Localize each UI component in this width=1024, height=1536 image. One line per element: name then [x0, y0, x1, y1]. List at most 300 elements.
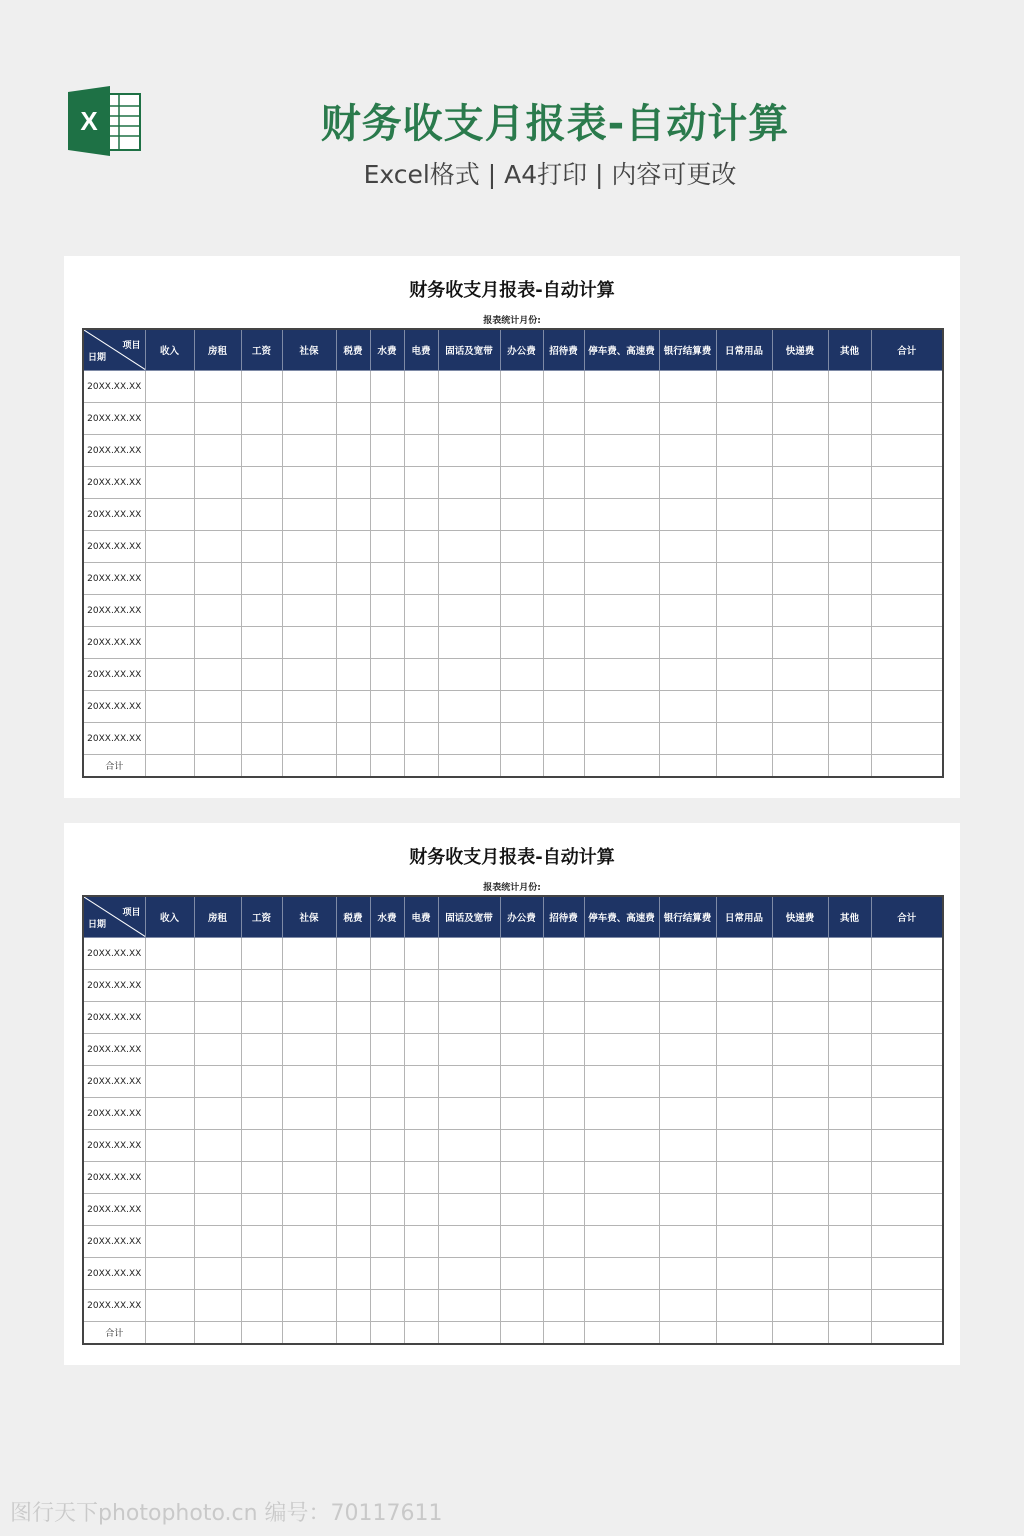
value-cell[interactable]	[716, 1290, 772, 1322]
total-value-cell[interactable]	[871, 1322, 943, 1345]
value-cell[interactable]	[871, 1130, 943, 1162]
value-cell[interactable]	[543, 1226, 584, 1258]
value-cell[interactable]	[584, 970, 659, 1002]
value-cell[interactable]	[659, 1098, 716, 1130]
value-cell[interactable]	[871, 467, 943, 499]
value-cell[interactable]	[241, 723, 282, 755]
value-cell[interactable]	[336, 938, 370, 970]
value-cell[interactable]	[543, 1130, 584, 1162]
value-cell[interactable]	[438, 1162, 500, 1194]
date-cell[interactable]: 20XX.XX.XX	[83, 627, 145, 659]
total-value-cell[interactable]	[716, 1322, 772, 1345]
value-cell[interactable]	[584, 691, 659, 723]
value-cell[interactable]	[500, 1130, 543, 1162]
value-cell[interactable]	[194, 499, 241, 531]
value-cell[interactable]	[659, 1034, 716, 1066]
value-cell[interactable]	[241, 659, 282, 691]
value-cell[interactable]	[438, 1290, 500, 1322]
value-cell[interactable]	[241, 627, 282, 659]
total-value-cell[interactable]	[828, 755, 871, 778]
value-cell[interactable]	[145, 531, 194, 563]
total-value-cell[interactable]	[584, 755, 659, 778]
value-cell[interactable]	[584, 1194, 659, 1226]
date-cell[interactable]: 20XX.XX.XX	[83, 659, 145, 691]
value-cell[interactable]	[772, 1002, 828, 1034]
value-cell[interactable]	[438, 627, 500, 659]
total-value-cell[interactable]	[500, 1322, 543, 1345]
value-cell[interactable]	[438, 563, 500, 595]
value-cell[interactable]	[370, 1130, 404, 1162]
value-cell[interactable]	[871, 1002, 943, 1034]
value-cell[interactable]	[716, 1130, 772, 1162]
value-cell[interactable]	[500, 467, 543, 499]
value-cell[interactable]	[716, 1162, 772, 1194]
value-cell[interactable]	[543, 1066, 584, 1098]
value-cell[interactable]	[772, 563, 828, 595]
value-cell[interactable]	[543, 403, 584, 435]
value-cell[interactable]	[336, 1130, 370, 1162]
value-cell[interactable]	[282, 659, 336, 691]
value-cell[interactable]	[336, 371, 370, 403]
value-cell[interactable]	[404, 499, 438, 531]
value-cell[interactable]	[336, 1034, 370, 1066]
value-cell[interactable]	[370, 659, 404, 691]
value-cell[interactable]	[282, 1258, 336, 1290]
value-cell[interactable]	[145, 1098, 194, 1130]
value-cell[interactable]	[370, 1226, 404, 1258]
value-cell[interactable]	[772, 938, 828, 970]
value-cell[interactable]	[659, 403, 716, 435]
value-cell[interactable]	[370, 371, 404, 403]
value-cell[interactable]	[194, 1290, 241, 1322]
value-cell[interactable]	[145, 1226, 194, 1258]
value-cell[interactable]	[716, 595, 772, 627]
value-cell[interactable]	[500, 691, 543, 723]
value-cell[interactable]	[659, 970, 716, 1002]
value-cell[interactable]	[871, 435, 943, 467]
date-cell[interactable]: 20XX.XX.XX	[83, 1162, 145, 1194]
value-cell[interactable]	[370, 1162, 404, 1194]
total-value-cell[interactable]	[438, 755, 500, 778]
value-cell[interactable]	[716, 435, 772, 467]
value-cell[interactable]	[500, 531, 543, 563]
value-cell[interactable]	[772, 1098, 828, 1130]
value-cell[interactable]	[145, 1258, 194, 1290]
value-cell[interactable]	[584, 627, 659, 659]
value-cell[interactable]	[584, 1034, 659, 1066]
value-cell[interactable]	[871, 1258, 943, 1290]
value-cell[interactable]	[828, 467, 871, 499]
value-cell[interactable]	[282, 467, 336, 499]
value-cell[interactable]	[194, 723, 241, 755]
value-cell[interactable]	[282, 627, 336, 659]
value-cell[interactable]	[404, 1098, 438, 1130]
value-cell[interactable]	[500, 659, 543, 691]
value-cell[interactable]	[871, 1066, 943, 1098]
value-cell[interactable]	[370, 563, 404, 595]
value-cell[interactable]	[828, 1162, 871, 1194]
value-cell[interactable]	[659, 723, 716, 755]
value-cell[interactable]	[241, 1162, 282, 1194]
value-cell[interactable]	[404, 1066, 438, 1098]
value-cell[interactable]	[871, 371, 943, 403]
value-cell[interactable]	[543, 659, 584, 691]
value-cell[interactable]	[404, 371, 438, 403]
value-cell[interactable]	[772, 1226, 828, 1258]
value-cell[interactable]	[145, 1290, 194, 1322]
value-cell[interactable]	[370, 595, 404, 627]
value-cell[interactable]	[772, 531, 828, 563]
value-cell[interactable]	[404, 563, 438, 595]
value-cell[interactable]	[241, 467, 282, 499]
total-value-cell[interactable]	[543, 755, 584, 778]
value-cell[interactable]	[241, 1098, 282, 1130]
value-cell[interactable]	[659, 499, 716, 531]
value-cell[interactable]	[438, 1098, 500, 1130]
date-cell[interactable]: 20XX.XX.XX	[83, 723, 145, 755]
value-cell[interactable]	[404, 403, 438, 435]
value-cell[interactable]	[543, 371, 584, 403]
value-cell[interactable]	[871, 1290, 943, 1322]
value-cell[interactable]	[871, 627, 943, 659]
value-cell[interactable]	[543, 435, 584, 467]
value-cell[interactable]	[194, 691, 241, 723]
date-cell[interactable]: 20XX.XX.XX	[83, 531, 145, 563]
value-cell[interactable]	[370, 1098, 404, 1130]
value-cell[interactable]	[659, 1226, 716, 1258]
value-cell[interactable]	[370, 435, 404, 467]
value-cell[interactable]	[772, 467, 828, 499]
value-cell[interactable]	[584, 723, 659, 755]
value-cell[interactable]	[659, 531, 716, 563]
value-cell[interactable]	[584, 467, 659, 499]
value-cell[interactable]	[438, 435, 500, 467]
value-cell[interactable]	[543, 1098, 584, 1130]
value-cell[interactable]	[828, 371, 871, 403]
value-cell[interactable]	[828, 723, 871, 755]
value-cell[interactable]	[659, 1002, 716, 1034]
value-cell[interactable]	[828, 970, 871, 1002]
value-cell[interactable]	[194, 938, 241, 970]
value-cell[interactable]	[659, 435, 716, 467]
value-cell[interactable]	[716, 1066, 772, 1098]
value-cell[interactable]	[871, 1162, 943, 1194]
value-cell[interactable]	[543, 1162, 584, 1194]
value-cell[interactable]	[543, 1290, 584, 1322]
value-cell[interactable]	[404, 595, 438, 627]
value-cell[interactable]	[543, 723, 584, 755]
value-cell[interactable]	[438, 531, 500, 563]
value-cell[interactable]	[659, 1258, 716, 1290]
value-cell[interactable]	[370, 1034, 404, 1066]
value-cell[interactable]	[404, 1226, 438, 1258]
value-cell[interactable]	[336, 723, 370, 755]
date-cell[interactable]: 20XX.XX.XX	[83, 1258, 145, 1290]
value-cell[interactable]	[543, 1194, 584, 1226]
value-cell[interactable]	[772, 1130, 828, 1162]
value-cell[interactable]	[871, 563, 943, 595]
total-value-cell[interactable]	[772, 755, 828, 778]
value-cell[interactable]	[282, 723, 336, 755]
value-cell[interactable]	[772, 627, 828, 659]
value-cell[interactable]	[336, 691, 370, 723]
value-cell[interactable]	[584, 938, 659, 970]
value-cell[interactable]	[716, 1098, 772, 1130]
total-value-cell[interactable]	[543, 1322, 584, 1345]
value-cell[interactable]	[404, 1130, 438, 1162]
value-cell[interactable]	[336, 531, 370, 563]
value-cell[interactable]	[404, 435, 438, 467]
value-cell[interactable]	[282, 403, 336, 435]
value-cell[interactable]	[716, 467, 772, 499]
value-cell[interactable]	[145, 970, 194, 1002]
value-cell[interactable]	[584, 499, 659, 531]
value-cell[interactable]	[336, 595, 370, 627]
value-cell[interactable]	[282, 531, 336, 563]
value-cell[interactable]	[145, 723, 194, 755]
value-cell[interactable]	[404, 970, 438, 1002]
value-cell[interactable]	[543, 627, 584, 659]
value-cell[interactable]	[659, 371, 716, 403]
value-cell[interactable]	[241, 1258, 282, 1290]
value-cell[interactable]	[194, 403, 241, 435]
total-value-cell[interactable]	[370, 755, 404, 778]
total-value-cell[interactable]	[584, 1322, 659, 1345]
total-value-cell[interactable]	[282, 755, 336, 778]
value-cell[interactable]	[241, 938, 282, 970]
value-cell[interactable]	[828, 938, 871, 970]
value-cell[interactable]	[282, 371, 336, 403]
value-cell[interactable]	[404, 1194, 438, 1226]
value-cell[interactable]	[241, 531, 282, 563]
date-cell[interactable]: 20XX.XX.XX	[83, 467, 145, 499]
value-cell[interactable]	[194, 627, 241, 659]
value-cell[interactable]	[500, 1066, 543, 1098]
value-cell[interactable]	[194, 1162, 241, 1194]
value-cell[interactable]	[659, 659, 716, 691]
value-cell[interactable]	[871, 1194, 943, 1226]
value-cell[interactable]	[241, 1194, 282, 1226]
value-cell[interactable]	[871, 531, 943, 563]
value-cell[interactable]	[500, 1162, 543, 1194]
value-cell[interactable]	[370, 1194, 404, 1226]
value-cell[interactable]	[145, 1130, 194, 1162]
value-cell[interactable]	[404, 1002, 438, 1034]
value-cell[interactable]	[543, 563, 584, 595]
value-cell[interactable]	[241, 1002, 282, 1034]
value-cell[interactable]	[145, 1194, 194, 1226]
total-value-cell[interactable]	[404, 1322, 438, 1345]
date-cell[interactable]: 20XX.XX.XX	[83, 938, 145, 970]
value-cell[interactable]	[772, 723, 828, 755]
value-cell[interactable]	[828, 403, 871, 435]
value-cell[interactable]	[336, 1226, 370, 1258]
value-cell[interactable]	[370, 1002, 404, 1034]
total-value-cell[interactable]	[828, 1322, 871, 1345]
value-cell[interactable]	[584, 1098, 659, 1130]
value-cell[interactable]	[871, 691, 943, 723]
value-cell[interactable]	[282, 1034, 336, 1066]
value-cell[interactable]	[500, 1002, 543, 1034]
value-cell[interactable]	[438, 970, 500, 1002]
value-cell[interactable]	[772, 499, 828, 531]
value-cell[interactable]	[194, 1066, 241, 1098]
value-cell[interactable]	[404, 627, 438, 659]
value-cell[interactable]	[336, 1066, 370, 1098]
value-cell[interactable]	[404, 1162, 438, 1194]
value-cell[interactable]	[584, 563, 659, 595]
value-cell[interactable]	[370, 691, 404, 723]
value-cell[interactable]	[500, 1098, 543, 1130]
value-cell[interactable]	[716, 970, 772, 1002]
total-value-cell[interactable]	[370, 1322, 404, 1345]
value-cell[interactable]	[194, 1130, 241, 1162]
value-cell[interactable]	[659, 467, 716, 499]
value-cell[interactable]	[145, 467, 194, 499]
value-cell[interactable]	[828, 1226, 871, 1258]
value-cell[interactable]	[500, 1194, 543, 1226]
value-cell[interactable]	[716, 938, 772, 970]
value-cell[interactable]	[438, 691, 500, 723]
value-cell[interactable]	[336, 1162, 370, 1194]
value-cell[interactable]	[871, 970, 943, 1002]
value-cell[interactable]	[828, 1002, 871, 1034]
value-cell[interactable]	[772, 403, 828, 435]
value-cell[interactable]	[716, 659, 772, 691]
date-cell[interactable]: 20XX.XX.XX	[83, 1290, 145, 1322]
value-cell[interactable]	[500, 371, 543, 403]
date-cell[interactable]: 20XX.XX.XX	[83, 1098, 145, 1130]
value-cell[interactable]	[241, 1066, 282, 1098]
total-value-cell[interactable]	[772, 1322, 828, 1345]
value-cell[interactable]	[336, 435, 370, 467]
value-cell[interactable]	[404, 531, 438, 563]
total-value-cell[interactable]	[194, 755, 241, 778]
date-cell[interactable]: 20XX.XX.XX	[83, 563, 145, 595]
value-cell[interactable]	[194, 1034, 241, 1066]
value-cell[interactable]	[145, 1034, 194, 1066]
value-cell[interactable]	[871, 1098, 943, 1130]
value-cell[interactable]	[241, 1034, 282, 1066]
date-cell[interactable]: 20XX.XX.XX	[83, 1034, 145, 1066]
value-cell[interactable]	[438, 659, 500, 691]
value-cell[interactable]	[145, 627, 194, 659]
value-cell[interactable]	[145, 1162, 194, 1194]
value-cell[interactable]	[716, 563, 772, 595]
value-cell[interactable]	[282, 1194, 336, 1226]
value-cell[interactable]	[336, 1290, 370, 1322]
value-cell[interactable]	[282, 563, 336, 595]
value-cell[interactable]	[282, 1290, 336, 1322]
value-cell[interactable]	[194, 659, 241, 691]
value-cell[interactable]	[282, 1098, 336, 1130]
value-cell[interactable]	[716, 1258, 772, 1290]
value-cell[interactable]	[772, 1066, 828, 1098]
value-cell[interactable]	[336, 467, 370, 499]
value-cell[interactable]	[282, 1002, 336, 1034]
value-cell[interactable]	[584, 403, 659, 435]
value-cell[interactable]	[282, 1066, 336, 1098]
value-cell[interactable]	[438, 723, 500, 755]
date-cell[interactable]: 20XX.XX.XX	[83, 691, 145, 723]
total-value-cell[interactable]	[241, 755, 282, 778]
value-cell[interactable]	[500, 723, 543, 755]
value-cell[interactable]	[241, 1130, 282, 1162]
value-cell[interactable]	[584, 1130, 659, 1162]
value-cell[interactable]	[828, 691, 871, 723]
value-cell[interactable]	[828, 499, 871, 531]
value-cell[interactable]	[584, 531, 659, 563]
total-value-cell[interactable]	[336, 1322, 370, 1345]
value-cell[interactable]	[772, 691, 828, 723]
value-cell[interactable]	[438, 499, 500, 531]
total-value-cell[interactable]	[659, 755, 716, 778]
date-cell[interactable]: 20XX.XX.XX	[83, 499, 145, 531]
value-cell[interactable]	[438, 1002, 500, 1034]
value-cell[interactable]	[500, 595, 543, 627]
value-cell[interactable]	[241, 691, 282, 723]
value-cell[interactable]	[336, 627, 370, 659]
value-cell[interactable]	[543, 595, 584, 627]
date-cell[interactable]: 20XX.XX.XX	[83, 371, 145, 403]
value-cell[interactable]	[716, 371, 772, 403]
value-cell[interactable]	[145, 403, 194, 435]
value-cell[interactable]	[543, 938, 584, 970]
value-cell[interactable]	[871, 1034, 943, 1066]
value-cell[interactable]	[438, 1194, 500, 1226]
value-cell[interactable]	[404, 938, 438, 970]
value-cell[interactable]	[282, 435, 336, 467]
total-value-cell[interactable]	[145, 755, 194, 778]
value-cell[interactable]	[584, 435, 659, 467]
value-cell[interactable]	[370, 938, 404, 970]
value-cell[interactable]	[500, 970, 543, 1002]
value-cell[interactable]	[282, 970, 336, 1002]
value-cell[interactable]	[404, 1034, 438, 1066]
value-cell[interactable]	[145, 691, 194, 723]
value-cell[interactable]	[659, 563, 716, 595]
total-value-cell[interactable]	[241, 1322, 282, 1345]
value-cell[interactable]	[871, 403, 943, 435]
value-cell[interactable]	[828, 1258, 871, 1290]
value-cell[interactable]	[659, 691, 716, 723]
value-cell[interactable]	[500, 1034, 543, 1066]
value-cell[interactable]	[438, 467, 500, 499]
value-cell[interactable]	[145, 659, 194, 691]
value-cell[interactable]	[828, 1066, 871, 1098]
value-cell[interactable]	[543, 970, 584, 1002]
value-cell[interactable]	[194, 563, 241, 595]
total-value-cell[interactable]	[145, 1322, 194, 1345]
value-cell[interactable]	[370, 467, 404, 499]
value-cell[interactable]	[828, 595, 871, 627]
value-cell[interactable]	[370, 499, 404, 531]
value-cell[interactable]	[370, 970, 404, 1002]
value-cell[interactable]	[282, 1162, 336, 1194]
value-cell[interactable]	[282, 691, 336, 723]
value-cell[interactable]	[282, 595, 336, 627]
value-cell[interactable]	[404, 1258, 438, 1290]
value-cell[interactable]	[336, 1194, 370, 1226]
value-cell[interactable]	[438, 1258, 500, 1290]
value-cell[interactable]	[145, 563, 194, 595]
value-cell[interactable]	[500, 1290, 543, 1322]
total-value-cell[interactable]	[716, 755, 772, 778]
value-cell[interactable]	[828, 1098, 871, 1130]
value-cell[interactable]	[772, 970, 828, 1002]
date-cell[interactable]: 20XX.XX.XX	[83, 1130, 145, 1162]
value-cell[interactable]	[828, 435, 871, 467]
